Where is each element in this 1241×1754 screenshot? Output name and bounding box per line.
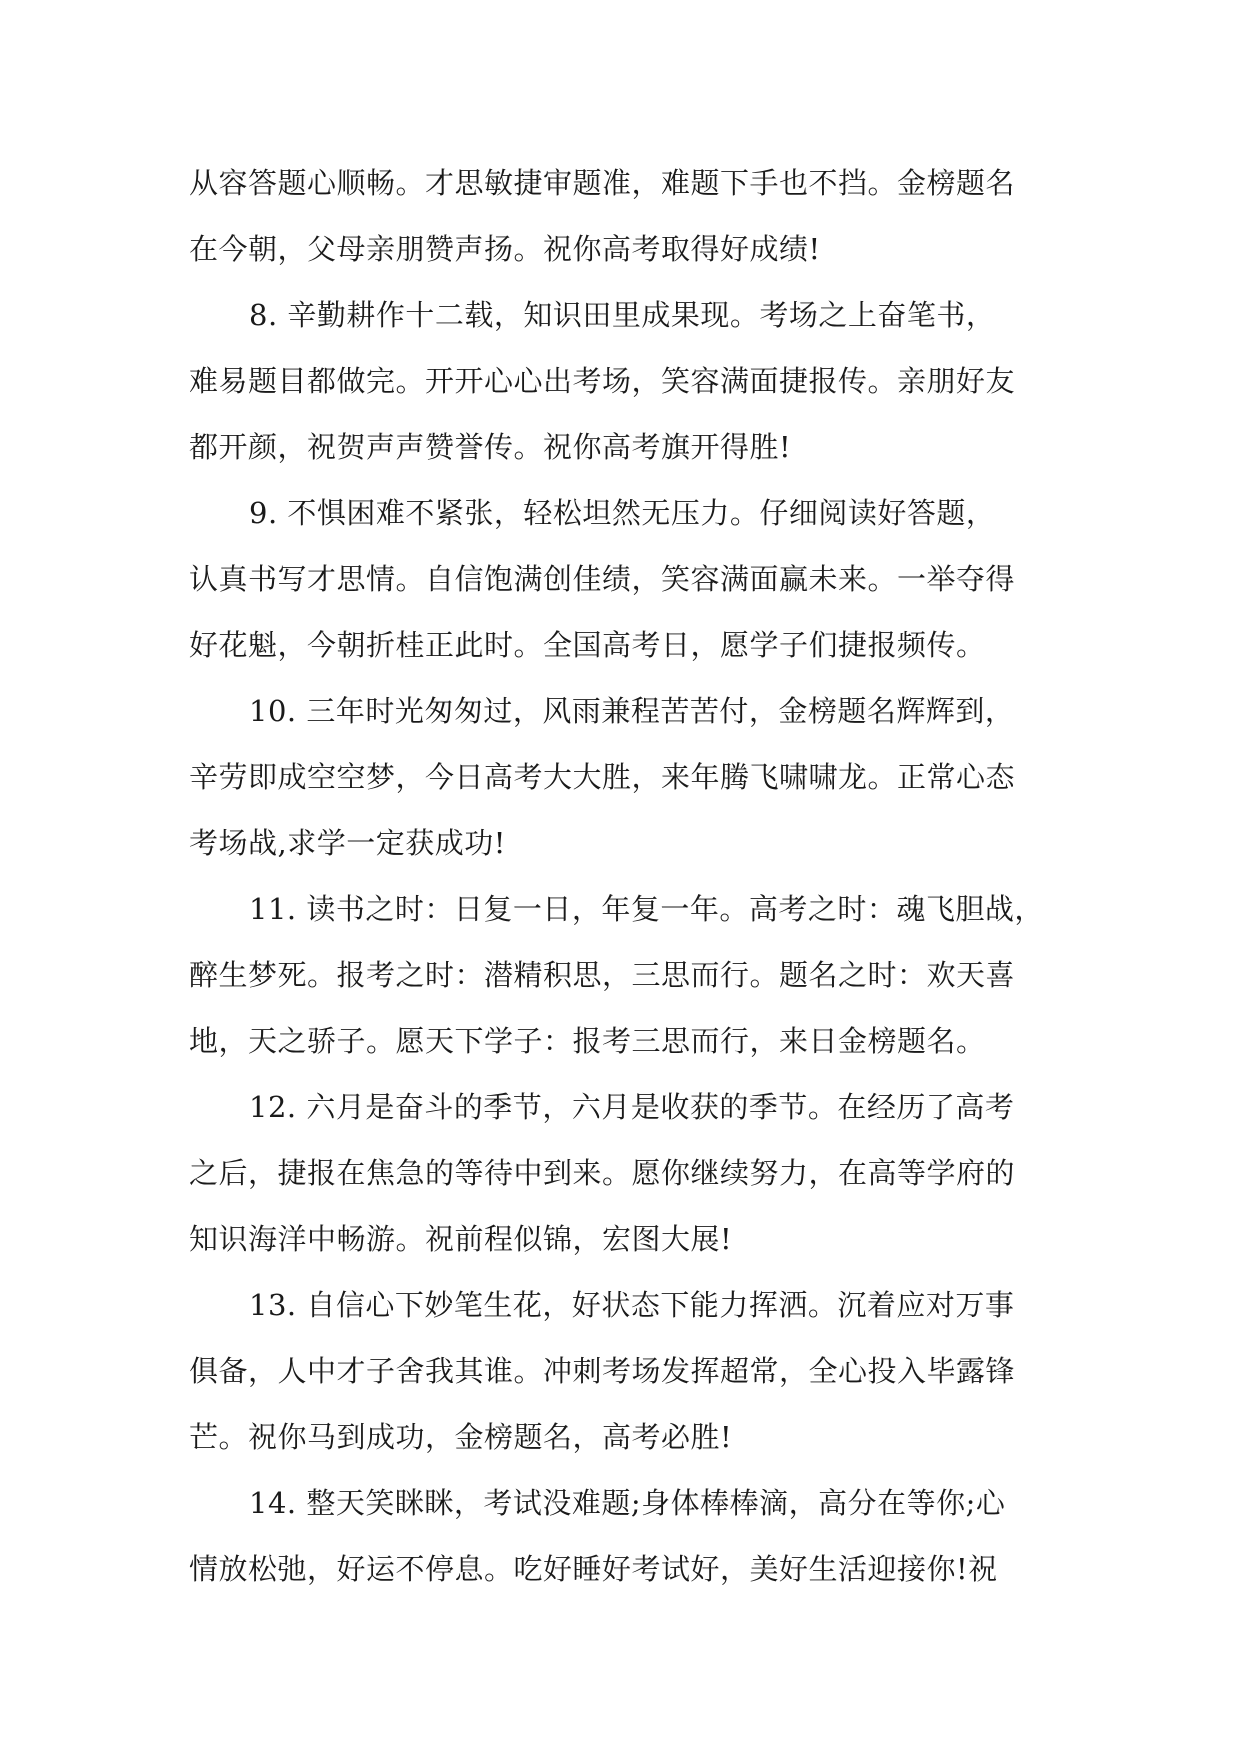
text-line: 都开颜，祝贺声声赞誉传。祝你高考旗开得胜!: [189, 430, 792, 464]
text-line: 考场战,求学一定获成功!: [189, 826, 506, 860]
text-line: 从容答题心顺畅。才思敏捷审题准，难题下手也不挡。金榜题名: [189, 166, 1016, 200]
paragraph-start-line: 12. 六月是奋斗的季节，六月是收获的季节。在经历了高考: [249, 1090, 1015, 1124]
text-line: 地，天之骄子。愿天下学子：报考三思而行，来日金榜题名。: [189, 1024, 986, 1058]
text-line: 醉生梦死。报考之时：潜精积思，三思而行。题名之时：欢天喜: [189, 958, 1016, 992]
text-line: 之后，捷报在焦急的等待中到来。愿你继续努力，在高等学府的: [189, 1156, 1016, 1190]
text-line: 认真书写才思情。自信饱满创佳绩，笑容满面赢未来。一举夺得: [189, 562, 1016, 596]
paragraph-start-line: 9. 不惧困难不紧张，轻松坦然无压力。仔细阅读好答题，: [249, 496, 996, 530]
document-body: [189, 150, 1053, 1602]
paragraph-start-line: 13. 自信心下妙笔生花，好状态下能力挥洒。沉着应对万事: [249, 1288, 1015, 1322]
text-line: 俱备，人中才子舍我其谁。冲刺考场发挥超常，全心投入毕露锋: [189, 1354, 1016, 1388]
paragraph-start-line: 11. 读书之时：日复一日，年复一年。高考之时：魂飞胆战，: [249, 892, 1044, 926]
text-line: 在今朝，父母亲朋赞声扬。祝你高考取得好成绩!: [189, 232, 821, 266]
paragraph-start-line: 8. 辛勤耕作十二载，知识田里成果现。考场之上奋笔书，: [249, 298, 996, 332]
text-line: 知识海洋中畅游。祝前程似锦，宏图大展!: [189, 1222, 733, 1256]
paragraph-start-line: 10. 三年时光匆匆过，风雨兼程苦苦付，金榜题名辉辉到，: [249, 694, 1015, 728]
text-line: 芒。祝你马到成功，金榜题名，高考必胜!: [189, 1420, 733, 1454]
text-line: 情放松弛，好运不停息。吃好睡好考试好，美好生活迎接你!祝: [189, 1552, 998, 1586]
text-line: 好花魁，今朝折桂正此时。全国高考日，愿学子们捷报频传。: [189, 628, 986, 662]
paragraph-start-line: 14. 整天笑眯眯，考试没难题;身体棒棒滴，高分在等你;心: [249, 1486, 1006, 1520]
text-line: 难易题目都做完。开开心心出考场，笑容满面捷报传。亲朋好友: [189, 364, 1016, 398]
text-line: 辛劳即成空空梦，今日高考大大胜，来年腾飞啸啸龙。正常心态: [189, 760, 1016, 794]
